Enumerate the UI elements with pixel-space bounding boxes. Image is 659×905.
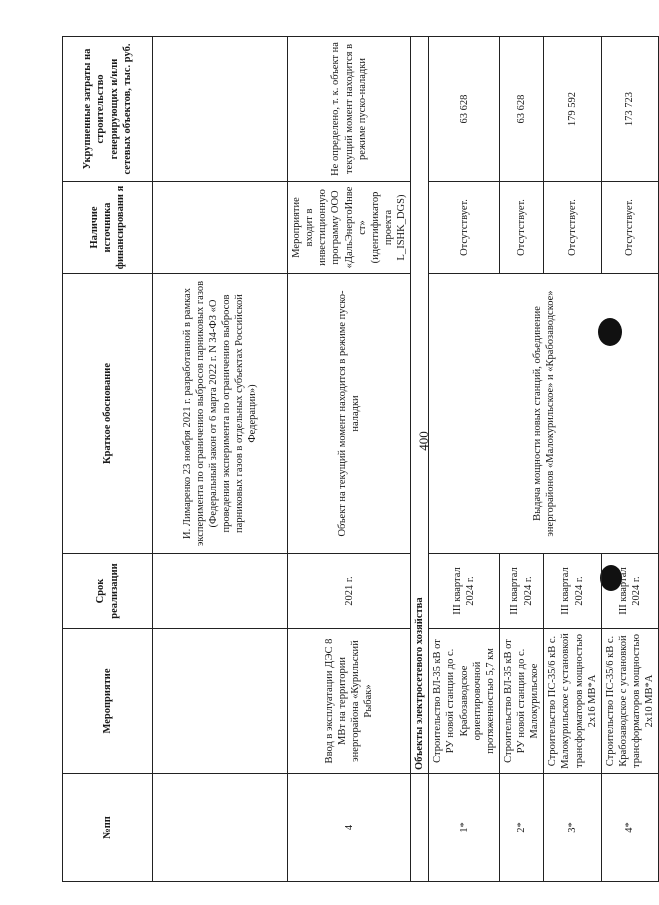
term-cell: 2021 г. [288,554,411,629]
section-title: Объекты электросетевого хозяйства [411,37,429,774]
term-cell: III квартал 2024 г. [429,554,500,629]
row-number: 3* [544,774,602,882]
costs-cell: 179 592 [544,37,602,182]
header-number: №пп [63,774,153,882]
financing-cell: Отсутствует. [601,182,659,274]
measure-cell: Строительство ПС-35/6 кВ с. Крабозаводское с установкой трансформаторов мощностью 2х10 МВ*А [601,629,659,774]
costs-cell: Не определено, т. к. объект на текущий момент находится в режиме пуско-наладки [288,37,411,182]
section-row [411,37,429,882]
table-row [288,37,411,882]
header-financing: Наличие источника финансировани я [63,182,153,274]
header-costs: Укрупненные затраты на строительство генерирующих и/или сетевых объектов, тыс. руб. [63,37,153,182]
row-number: 2* [499,774,543,882]
measures-table [62,36,659,882]
term-cell: III квартал 2024 г. [499,554,543,629]
measure-cell: Строительство ПС-35/6 кВ с. Малокурильское с установкой трансформаторов мощностью 2х16 МВ*А [544,629,602,774]
justification-cell: Выдача мощности новых станций, объединение энергорайонов «Малокурильское» и «Крабозаводское» [429,274,659,554]
row-number: 4* [601,774,659,882]
term-cell: III квартал 2024 г. [601,554,659,629]
term-cell: III квартал 2024 г. [544,554,602,629]
page-number: 400 [416,431,431,451]
financing-cell: Мероприятие входит в инвестиционную программу ООО «ДальЭнергоИнвест» (идентификатор проекта L_ISHK_DGS) [288,182,411,274]
table-row [429,37,500,882]
costs-cell: 173 723 [601,37,659,182]
justification-cell: Объект на текущий момент находится в режиме пуско-наладки [288,274,411,554]
justification-cell: И. Лимаренко 23 ноября 2021 г. разработанной в рамках эксперимента по ограничению выбросов парниковых газов (Федеральный закон от 6 марта 2022 г. N 34-ФЗ «О проведении эксперимента по ограничению выбросов парниковых газов в отдельных субъектах Российской Федерации») [153,274,288,554]
table-row [153,37,288,882]
financing-cell: Отсутствует. [499,182,543,274]
costs-cell: 63 628 [499,37,543,182]
measure-cell: Строительство ВЛ-35 кВ от РУ новой станции до с. Крабозаводское ориентировочной протяженностью 5,7 км [429,629,500,774]
financing-cell: Отсутствует. [429,182,500,274]
rotated-table-container [62,37,656,882]
header-justification: Краткое обоснование [63,274,153,554]
row-number: 1* [429,774,500,882]
financing-cell: Отсутствует. [544,182,602,274]
table-header-row [63,37,153,882]
row-number: 4 [288,774,411,882]
measure-cell: Строительство ВЛ-35 кВ от РУ новой станции до с. Малокурильское [499,629,543,774]
header-measure: Мероприятие [63,629,153,774]
measure-cell: Ввод в эксплуатации ДЭС 8 МВт на территории энергорайона «Курильский Рыбак» [288,629,411,774]
costs-cell: 63 628 [429,37,500,182]
header-term: Срок реализации [63,554,153,629]
